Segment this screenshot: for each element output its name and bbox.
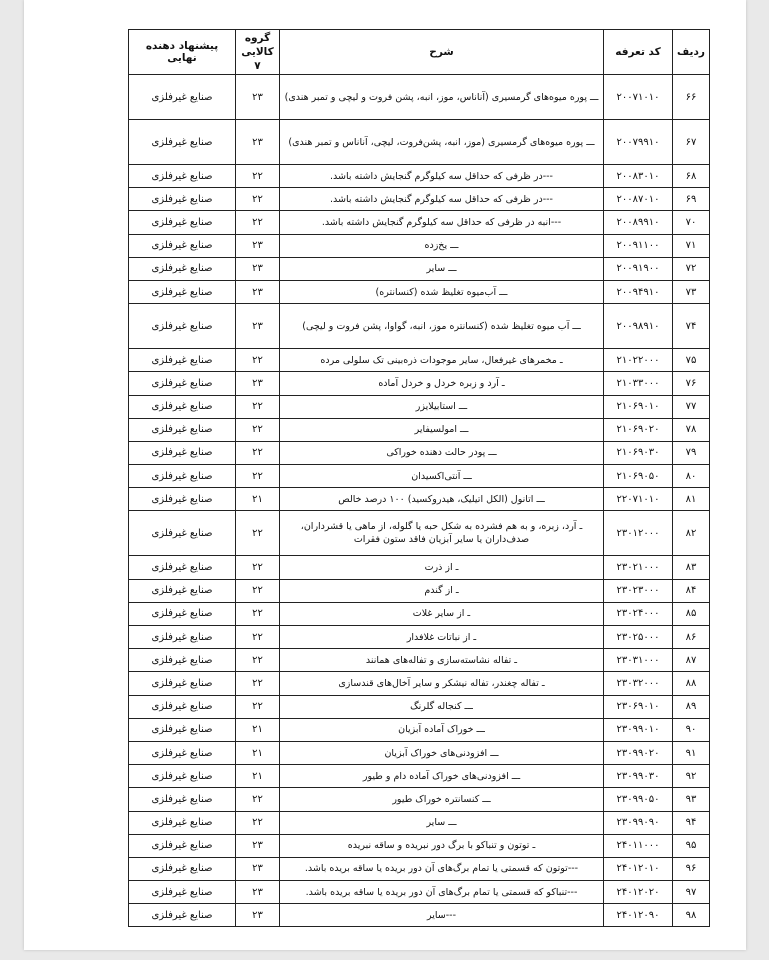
- row-description: ـــ سایر: [280, 257, 604, 280]
- final-proposer: صنایع غیرفلزی: [129, 511, 236, 556]
- header-product-group: گروه کالایی ۷: [236, 30, 280, 75]
- product-group: ۲۲: [236, 465, 280, 488]
- row-number: ۷۳: [673, 280, 710, 303]
- row-number: ۹۷: [673, 881, 710, 904]
- row-number: ۶۷: [673, 120, 710, 165]
- tariff-code: ۲۱۰۲۲۰۰۰: [604, 349, 673, 372]
- row-number: ۶۸: [673, 165, 710, 188]
- row-description: ـ از ذرت: [280, 556, 604, 579]
- final-proposer: صنایع غیرفلزی: [129, 165, 236, 188]
- product-group: ۲۲: [236, 418, 280, 441]
- tariff-code: ۲۳۰۱۲۰۰۰: [604, 511, 673, 556]
- row-number: ۸۲: [673, 511, 710, 556]
- final-proposer: صنایع غیرفلزی: [129, 788, 236, 811]
- product-group: ۲۳: [236, 304, 280, 349]
- row-number: ۹۰: [673, 718, 710, 741]
- row-number: ۹۸: [673, 904, 710, 927]
- table-row: [129, 695, 710, 718]
- table-body: [129, 75, 710, 927]
- tariff-code: ۲۳۰۲۳۰۰۰: [604, 579, 673, 602]
- table-row: [129, 626, 710, 649]
- row-description: ـــ پوره میوه‌های گرمسیری (موز، انبه، پشن‌فروت، لیچی، آناناس و تمبر هندی): [280, 120, 604, 165]
- row-number: ۷۱: [673, 234, 710, 257]
- row-number: ۸۸: [673, 672, 710, 695]
- table-row: [129, 834, 710, 857]
- header-tariff-code: کد تعرفه: [604, 30, 673, 75]
- product-group: ۲۳: [236, 881, 280, 904]
- document-page: [24, 0, 746, 950]
- final-proposer: صنایع غیرفلزی: [129, 904, 236, 927]
- row-number: ۹۵: [673, 834, 710, 857]
- final-proposer: صنایع غیرفلزی: [129, 834, 236, 857]
- product-group: ۲۳: [236, 857, 280, 880]
- tariff-table: [128, 29, 710, 927]
- tariff-code: ۲۰۰۹۸۹۱۰: [604, 304, 673, 349]
- final-proposer: صنایع غیرفلزی: [129, 349, 236, 372]
- row-description: ـــ سایر: [280, 811, 604, 834]
- row-description: ـ تفاله نشاسته‌سازی و تفاله‌های همانند: [280, 649, 604, 672]
- product-group: ۲۳: [236, 75, 280, 120]
- tariff-code: ۲۰۰۹۱۱۰۰: [604, 234, 673, 257]
- tariff-code: ۲۴۰۱۱۰۰۰: [604, 834, 673, 857]
- row-number: ۷۹: [673, 441, 710, 464]
- product-group: ۲۲: [236, 211, 280, 234]
- tariff-code: ۲۳۰۹۹۰۲۰: [604, 741, 673, 764]
- tariff-code: ۲۳۰۹۹۰۳۰: [604, 765, 673, 788]
- row-description: ـــ پودر حالت دهنده خوراکی: [280, 441, 604, 464]
- product-group: ۲۱: [236, 718, 280, 741]
- table-row: [129, 857, 710, 880]
- row-description: ـــ افزودنی‌های خوراک آماده دام و طیور: [280, 765, 604, 788]
- row-description: ـــ آب میوه تغلیظ شده (کنسانتره موز، انبه، گواوا، پشن فروت و لیچی): [280, 304, 604, 349]
- table-row: [129, 418, 710, 441]
- table-row: [129, 672, 710, 695]
- row-description: ـــ کنجاله گلرنگ: [280, 695, 604, 718]
- row-description: ـ آرد، زبره، و به هم فشرده به شکل حبه یا گلوله، از ماهی یا قشرداران، صدف‌داران یا سایر آبزیان فاقد ستون فقرات: [280, 511, 604, 556]
- final-proposer: صنایع غیرفلزی: [129, 857, 236, 880]
- row-description: ---سایر: [280, 904, 604, 927]
- row-number: ۷۵: [673, 349, 710, 372]
- tariff-code: ۲۴۰۱۲۰۹۰: [604, 904, 673, 927]
- row-number: ۸۴: [673, 579, 710, 602]
- row-description: ـــ خوراک آماده آبزیان: [280, 718, 604, 741]
- tariff-code: ۲۰۰۷۹۹۱۰: [604, 120, 673, 165]
- row-number: ۶۶: [673, 75, 710, 120]
- final-proposer: صنایع غیرفلزی: [129, 765, 236, 788]
- product-group: ۲۲: [236, 788, 280, 811]
- table-row: [129, 395, 710, 418]
- final-proposer: صنایع غیرفلزی: [129, 441, 236, 464]
- row-description: ---تنباکو که قسمتی یا تمام برگ‌های آن دور بریده یا ساقه بریده باشد.: [280, 881, 604, 904]
- final-proposer: صنایع غیرفلزی: [129, 626, 236, 649]
- row-number: ۸۷: [673, 649, 710, 672]
- product-group: ۲۲: [236, 626, 280, 649]
- product-group: ۲۳: [236, 372, 280, 395]
- tariff-code: ۲۰۰۸۹۹۱۰: [604, 211, 673, 234]
- row-description: ـــ آنتی‌اکسیدان: [280, 465, 604, 488]
- final-proposer: صنایع غیرفلزی: [129, 372, 236, 395]
- table-row: [129, 349, 710, 372]
- row-description: ـ تفاله چغندر، تفاله نیشکر و سایر آخال‌های قندسازی: [280, 672, 604, 695]
- product-group: ۲۲: [236, 165, 280, 188]
- product-group: ۲۲: [236, 602, 280, 625]
- tariff-code: ۲۱۰۶۹۰۲۰: [604, 418, 673, 441]
- tariff-code: ۲۳۰۲۱۰۰۰: [604, 556, 673, 579]
- header-description: شرح: [280, 30, 604, 75]
- table-row: [129, 257, 710, 280]
- product-group: ۲۲: [236, 511, 280, 556]
- product-group: ۲۳: [236, 834, 280, 857]
- table-row: [129, 788, 710, 811]
- final-proposer: صنایع غیرفلزی: [129, 188, 236, 211]
- header-final-proposer: پیشنهاد دهنده نهایی: [129, 30, 236, 75]
- tariff-code: ۲۱۰۶۹۰۵۰: [604, 465, 673, 488]
- table-row: [129, 372, 710, 395]
- row-description: ---توتون که قسمتی یا تمام برگ‌های آن دور بریده یا ساقه بریده باشد.: [280, 857, 604, 880]
- table-row: [129, 718, 710, 741]
- row-description: ـــ کنسانتره خوراک طیور: [280, 788, 604, 811]
- table-row: [129, 280, 710, 303]
- final-proposer: صنایع غیرفلزی: [129, 304, 236, 349]
- row-description: ـ از گندم: [280, 579, 604, 602]
- product-group: ۲۲: [236, 672, 280, 695]
- table-row: [129, 234, 710, 257]
- product-group: ۲۱: [236, 765, 280, 788]
- tariff-code: ۲۱۰۳۳۰۰۰: [604, 372, 673, 395]
- table-row: [129, 811, 710, 834]
- table-row: [129, 511, 710, 556]
- product-group: ۲۲: [236, 695, 280, 718]
- table-row: [129, 556, 710, 579]
- final-proposer: صنایع غیرفلزی: [129, 741, 236, 764]
- final-proposer: صنایع غیرفلزی: [129, 418, 236, 441]
- tariff-code: ۲۰۰۸۳۰۱۰: [604, 165, 673, 188]
- table-row: [129, 602, 710, 625]
- product-group: ۲۲: [236, 349, 280, 372]
- table-row: [129, 120, 710, 165]
- row-description: ـــ استابیلایزر: [280, 395, 604, 418]
- product-group: ۲۳: [236, 257, 280, 280]
- row-description: ـــ افزودنی‌های خوراک آبزیان: [280, 741, 604, 764]
- table-header-row: [129, 30, 710, 75]
- row-number: ۶۹: [673, 188, 710, 211]
- final-proposer: صنایع غیرفلزی: [129, 488, 236, 511]
- product-group: ۲۱: [236, 741, 280, 764]
- final-proposer: صنایع غیرفلزی: [129, 718, 236, 741]
- row-number: ۸۶: [673, 626, 710, 649]
- row-number: ۹۳: [673, 788, 710, 811]
- tariff-code: ۲۳۰۶۹۰۱۰: [604, 695, 673, 718]
- row-number: ۷۲: [673, 257, 710, 280]
- row-number: ۷۰: [673, 211, 710, 234]
- table-row: [129, 465, 710, 488]
- table-row: [129, 441, 710, 464]
- row-number: ۸۳: [673, 556, 710, 579]
- tariff-code: ۲۰۰۹۴۹۱۰: [604, 280, 673, 303]
- tariff-code: ۲۰۰۹۱۹۰۰: [604, 257, 673, 280]
- tariff-code: ۲۳۰۹۹۰۱۰: [604, 718, 673, 741]
- final-proposer: صنایع غیرفلزی: [129, 811, 236, 834]
- row-number: ۷۴: [673, 304, 710, 349]
- tariff-code: ۲۳۰۹۹۰۹۰: [604, 811, 673, 834]
- product-group: ۲۳: [236, 120, 280, 165]
- table-row: [129, 741, 710, 764]
- table-row: [129, 904, 710, 927]
- final-proposer: صنایع غیرفلزی: [129, 280, 236, 303]
- row-description: ـــ امولسیفایر: [280, 418, 604, 441]
- final-proposer: صنایع غیرفلزی: [129, 695, 236, 718]
- product-group: ۲۳: [236, 280, 280, 303]
- table-row: [129, 304, 710, 349]
- final-proposer: صنایع غیرفلزی: [129, 75, 236, 120]
- row-number: ۸۱: [673, 488, 710, 511]
- row-description: ـــ اتانول (الکل اتیلیک، هیدروکسید) ۱۰۰ درصد خالص: [280, 488, 604, 511]
- final-proposer: صنایع غیرفلزی: [129, 881, 236, 904]
- tariff-code: ۲۲۰۷۱۰۱۰: [604, 488, 673, 511]
- row-description: ـ از سایر غلات: [280, 602, 604, 625]
- final-proposer: صنایع غیرفلزی: [129, 395, 236, 418]
- final-proposer: صنایع غیرفلزی: [129, 672, 236, 695]
- product-group: ۲۲: [236, 188, 280, 211]
- product-group: ۲۲: [236, 579, 280, 602]
- row-description: ---در ظرفی که حداقل سه کیلوگرم گنجایش داشته باشد.: [280, 165, 604, 188]
- tariff-code: ۲۴۰۱۲۰۱۰: [604, 857, 673, 880]
- row-number: ۹۴: [673, 811, 710, 834]
- product-group: ۲۱: [236, 488, 280, 511]
- header-radif: ردیف: [673, 30, 710, 75]
- row-description: ـــ آب‌میوه تغلیظ شده (کنسانتره): [280, 280, 604, 303]
- row-description: ـ آرد و زبره خردل و خردل آماده: [280, 372, 604, 395]
- row-description: ـ از نباتات غلافدار: [280, 626, 604, 649]
- row-description: ـ مخمرهای غیرفعال، سایر موجودات ذره‌بینی تک سلولی مرده: [280, 349, 604, 372]
- table-row: [129, 881, 710, 904]
- final-proposer: صنایع غیرفلزی: [129, 234, 236, 257]
- tariff-code: ۲۰۰۸۷۰۱۰: [604, 188, 673, 211]
- product-group: ۲۲: [236, 556, 280, 579]
- tariff-code: ۲۰۰۷۱۰۱۰: [604, 75, 673, 120]
- row-description: ـ توتون و تنباکو با برگ دور نبریده و ساقه نبریده: [280, 834, 604, 857]
- final-proposer: صنایع غیرفلزی: [129, 465, 236, 488]
- table-row: [129, 488, 710, 511]
- row-number: ۸۰: [673, 465, 710, 488]
- tariff-code: ۲۳۰۳۲۰۰۰: [604, 672, 673, 695]
- table-row: [129, 165, 710, 188]
- final-proposer: صنایع غیرفلزی: [129, 649, 236, 672]
- row-description: ---در ظرفی که حداقل سه کیلوگرم گنجایش داشته باشد.: [280, 188, 604, 211]
- row-number: ۷۸: [673, 418, 710, 441]
- row-number: ۹۲: [673, 765, 710, 788]
- final-proposer: صنایع غیرفلزی: [129, 211, 236, 234]
- product-group: ۲۳: [236, 904, 280, 927]
- table-row: [129, 211, 710, 234]
- final-proposer: صنایع غیرفلزی: [129, 257, 236, 280]
- tariff-code: ۲۳۰۳۱۰۰۰: [604, 649, 673, 672]
- tariff-code: ۲۳۰۲۴۰۰۰: [604, 602, 673, 625]
- row-description: ---انبه در ظرفی که حداقل سه کیلوگرم گنجایش داشته باشد.: [280, 211, 604, 234]
- tariff-code: ۲۳۰۹۹۰۵۰: [604, 788, 673, 811]
- table-row: [129, 75, 710, 120]
- tariff-code: ۲۱۰۶۹۰۳۰: [604, 441, 673, 464]
- product-group: ۲۲: [236, 649, 280, 672]
- row-number: ۹۶: [673, 857, 710, 880]
- row-number: ۸۹: [673, 695, 710, 718]
- final-proposer: صنایع غیرفلزی: [129, 120, 236, 165]
- tariff-code: ۲۱۰۶۹۰۱۰: [604, 395, 673, 418]
- final-proposer: صنایع غیرفلزی: [129, 579, 236, 602]
- table-row: [129, 188, 710, 211]
- row-description: ـــ پوره میوه‌های گرمسیری (آناناس، موز، انبه، پشن فروت و لیچی و تمبر هندی): [280, 75, 604, 120]
- tariff-code: ۲۳۰۲۵۰۰۰: [604, 626, 673, 649]
- row-description: ـــ یخ‌زده: [280, 234, 604, 257]
- row-number: ۷۷: [673, 395, 710, 418]
- table-row: [129, 579, 710, 602]
- final-proposer: صنایع غیرفلزی: [129, 556, 236, 579]
- product-group: ۲۲: [236, 811, 280, 834]
- table-row: [129, 649, 710, 672]
- tariff-code: ۲۴۰۱۲۰۲۰: [604, 881, 673, 904]
- table-row: [129, 765, 710, 788]
- product-group: ۲۳: [236, 234, 280, 257]
- product-group: ۲۲: [236, 395, 280, 418]
- row-number: ۸۵: [673, 602, 710, 625]
- row-number: ۹۱: [673, 741, 710, 764]
- final-proposer: صنایع غیرفلزی: [129, 602, 236, 625]
- product-group: ۲۲: [236, 441, 280, 464]
- row-number: ۷۶: [673, 372, 710, 395]
